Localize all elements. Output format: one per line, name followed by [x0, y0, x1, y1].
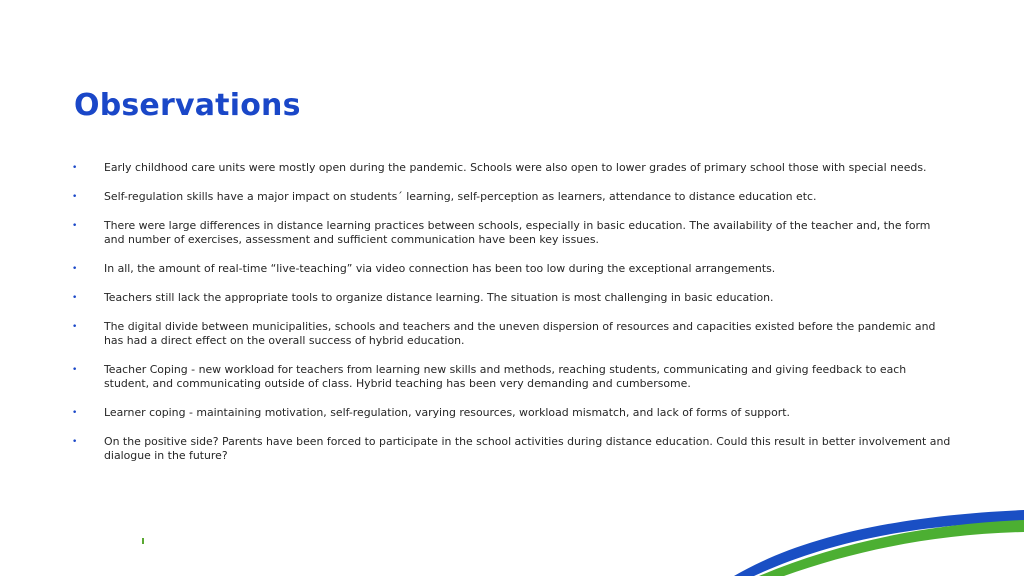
bullet-text: There were large differences in distance learning practices between schools, especially in basic education. The availability of the teacher and, the form and number of exercises, assessment and sufficient communication have been key issues.: [104, 219, 931, 246]
swoosh-logo-icon: [724, 506, 1024, 576]
bullet-dot-icon: •: [72, 365, 78, 375]
bullet-dot-icon: •: [72, 192, 78, 202]
bullet-text: Early childhood care units were mostly open during the pandemic. Schools were also open to lower grades of primary school those with special needs.: [104, 161, 927, 174]
bullet-dot-icon: •: [72, 293, 78, 303]
bullet-text: Teacher Coping - new workload for teachers from learning new skills and methods, reaching students, communicating and giving feedback to each student, and communicating outside of class. Hybrid teaching has been very demanding and cumbersome.: [104, 363, 907, 390]
bullet-dot-icon: •: [72, 221, 78, 231]
bullet-item: [72, 262, 952, 276]
bullet-item: [72, 320, 952, 348]
bullet-dot-icon: •: [72, 437, 78, 447]
bullet-text: The digital divide between municipalities, schools and teachers and the uneven dispersion of resources and capacities existed before the pandemic and has had a direct effect on the overall success of hybrid education.: [104, 320, 936, 347]
decorative-mark: [142, 538, 144, 544]
bullet-text: Learner coping - maintaining motivation, self-regulation, varying resources, workload mismatch, and lack of forms of support.: [104, 406, 790, 419]
bullet-dot-icon: •: [72, 264, 78, 274]
bullet-item: [72, 219, 952, 247]
bullet-item: [72, 406, 952, 420]
bullet-item: [72, 435, 952, 463]
bullet-item: [72, 363, 952, 391]
bullet-dot-icon: •: [72, 163, 78, 173]
bullet-text: In all, the amount of real-time “live-teaching” via video connection has been too low during the exceptional arrangements.: [104, 262, 776, 275]
bullet-dot-icon: •: [72, 322, 78, 332]
slide-title: Observations: [74, 88, 301, 123]
bullet-item: [72, 161, 952, 175]
bullet-text: Teachers still lack the appropriate tools to organize distance learning. The situation is most challenging in basic education.: [104, 291, 774, 304]
bullet-list: [72, 161, 952, 478]
bullet-item: [72, 190, 952, 204]
bullet-text: Self-regulation skills have a major impact on students´ learning, self-perception as learners, attendance to distance education etc.: [104, 190, 817, 203]
bullet-item: [72, 291, 952, 305]
bullet-dot-icon: •: [72, 408, 78, 418]
bullet-text: On the positive side? Parents have been forced to participate in the school activities during distance education. Could this result in better involvement and dialogue in the future?: [104, 435, 951, 462]
